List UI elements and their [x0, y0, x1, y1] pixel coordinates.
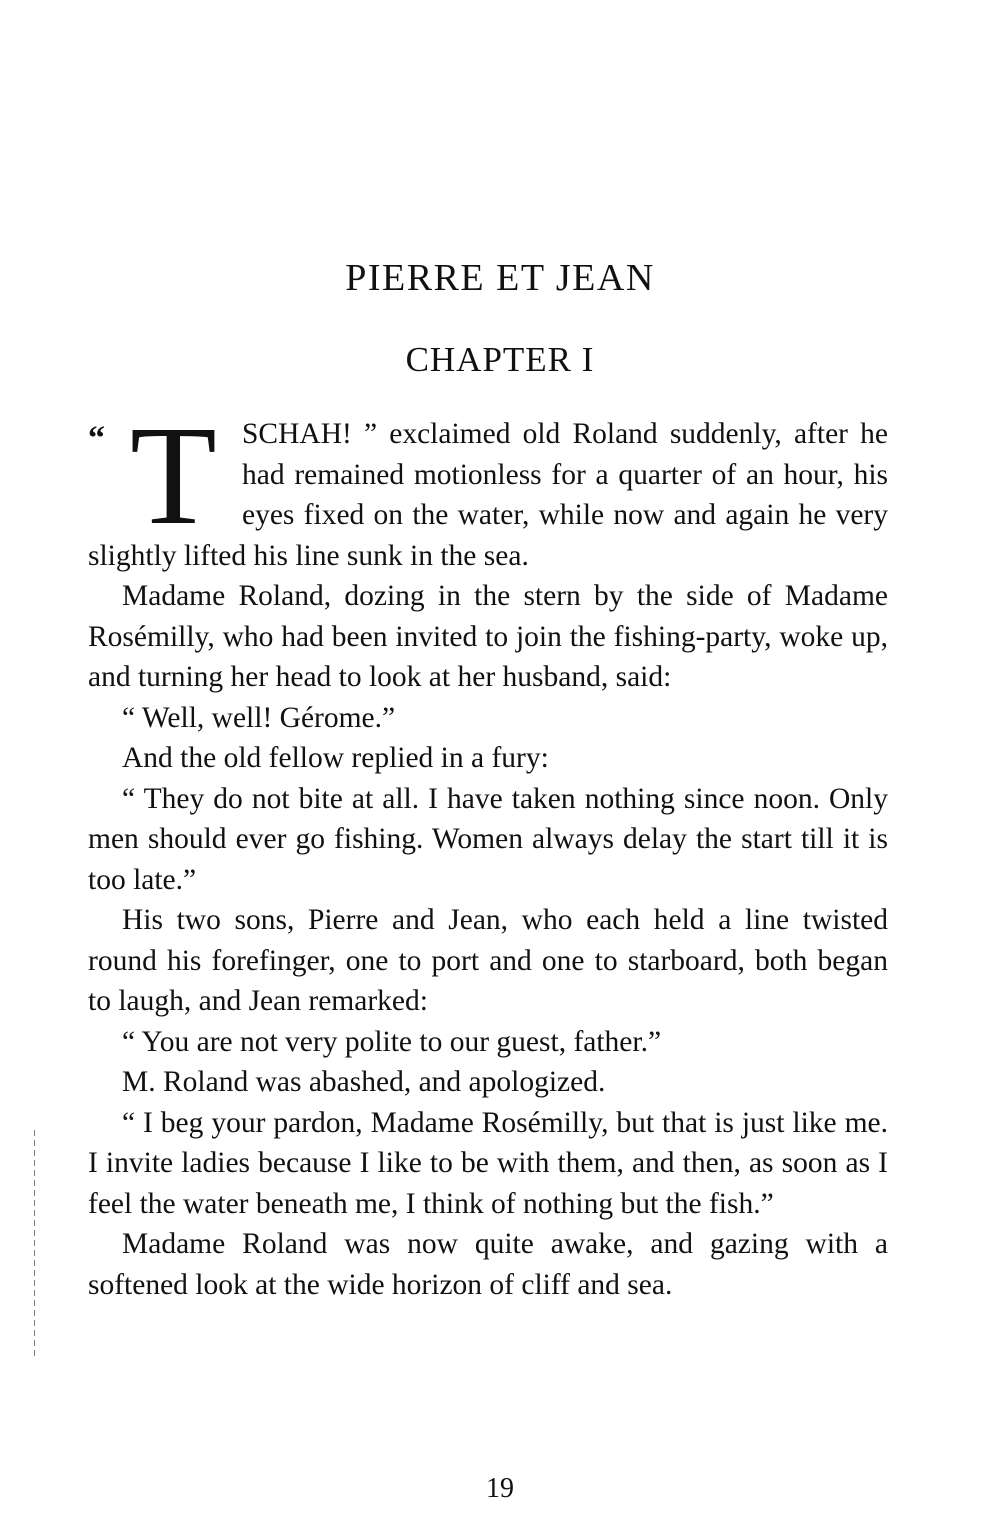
drop-cap-quote: “: [88, 420, 105, 457]
margin-binding-mark: [34, 1130, 35, 1358]
paragraph: “ Well, well! Gérome.”: [122, 701, 396, 734]
paragraph: His two sons, Pierre and Jean, who each held a line twisted round his forefinger, one to port and one to starboard, both began to laugh, and Jean remarked:: [88, 904, 888, 1017]
drop-cap-letter: T: [130, 396, 217, 554]
chapter-title: CHAPTER I: [405, 340, 595, 379]
paragraph: “ I beg your pardon, Madame Rosémilly, but that is just like me. I invite ladies because I like to be with them, and then, as soon as I feel the water beneath me, I think of nothing but the fish.”: [88, 1106, 888, 1220]
paragraph: [88, 396, 888, 576]
paragraph: And the old fellow replied in a fury:: [122, 742, 549, 774]
body-text: [88, 396, 888, 1305]
paragraph: M. Roland was abashed, and apologized.: [122, 1066, 606, 1098]
paragraph: Madame Roland, dozing in the stern by the side of Madame Rosémilly, who had been invited to join the fishing-party, woke up, and turning her head to look at her husband, said:: [88, 580, 888, 693]
drop-cap: [88, 396, 238, 554]
paragraph: “ You are not very polite to our guest, father.”: [122, 1025, 662, 1058]
paragraph: “ They do not bite at all. I have taken nothing since noon. Only men should ever go fishing. Women always delay the start till it is too late.”: [88, 782, 888, 896]
paragraph-text: SCHAH! ” exclaimed old Roland suddenly, after he had remained motionless for a quarter of an hour, his eyes fixed on the water, while now and again he very slightly lifted his line sunk in the sea.: [88, 418, 888, 572]
paragraph: Madame Roland was now quite awake, and gazing with a softened look at the wide horizon of cliff and sea.: [88, 1228, 888, 1301]
book-title: PIERRE ET JEAN: [345, 257, 655, 299]
page-number: 19: [486, 1473, 514, 1504]
